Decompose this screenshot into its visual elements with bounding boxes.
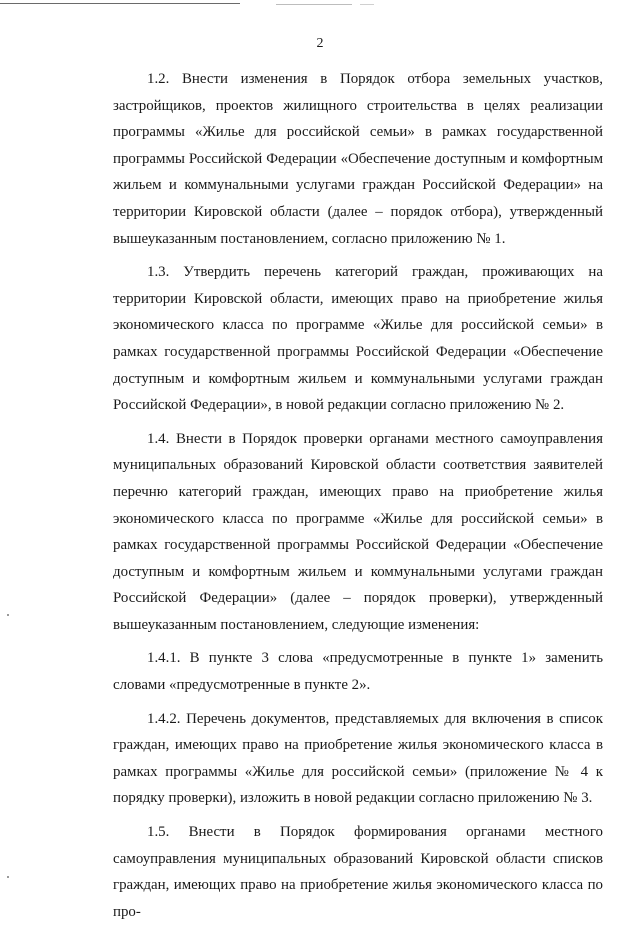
paragraph-1-4-1: 1.4.1. В пункте 3 слова «предусмотренные в пункте 1» заменить словами «предусмотренные в пункте 2». bbox=[113, 650, 603, 694]
page-number: 2 bbox=[316, 36, 324, 51]
paragraph-1-4-2: 1.4.2. Перечень документов, представляемых для включения в список граждан, имеющих право на приобретение жилья экономического класса в рамках программы «Жилье для российской семьи» (приложение № 4 к порядку проверки), изложить в новой редакции согласно приложению № 3. bbox=[113, 710, 603, 807]
scan-artifact-dot bbox=[7, 876, 9, 878]
document-body bbox=[113, 66, 603, 925]
paragraph-1-5: 1.5. Внести в Порядок формирования органами местного самоуправления муниципальных образований Кировской области списков граждан, имеющих право на приобретение жилья экономического класса по про- bbox=[113, 824, 603, 920]
scan-artifact-dot bbox=[7, 614, 9, 616]
scan-artifact-line bbox=[0, 3, 240, 4]
scan-artifact-line bbox=[276, 4, 352, 5]
paragraph-1-2: 1.2. Внести изменения в Порядок отбора земельных участков, застройщиков, проектов жилищного строительства в целях реализации программы «Жилье для российской семьи» в рамках государственной программы Российской Федерации «Обеспечение доступным и комфортным жильем и коммунальными услугами граждан Российской Федерации» на территории Кировской области (далее – порядок отбора), утвержденный вышеуказанным постановлением, согласно приложению № 1. bbox=[113, 71, 603, 247]
scan-artifact-line bbox=[360, 4, 374, 5]
paragraph-1-4: 1.4. Внести в Порядок проверки органами местного самоуправления муниципальных образований Кировской области соответствия заявителей перечню категорий граждан, имеющих право на приобретение жилья экономического класса по программе «Жилье для российской семьи» в рамках государственной программы Российской Федерации «Обеспечение доступным и комфортным жильем и коммунальными услугами граждан Российской Федерации» (далее – порядок проверки), утвержденный вышеуказанным постановлением, следующие изменения: bbox=[113, 430, 603, 633]
paragraph-1-3: 1.3. Утвердить перечень категорий граждан, проживающих на территории Кировской области, имеющих право на приобретение жилья экономического класса по программе «Жилье для российской семьи» в рамках государственной программы Российской Федерации «Обеспечение доступным и комфортным жильем и коммунальными услугами граждан Российской Федерации», в новой редакции согласно приложению № 2. bbox=[113, 264, 603, 414]
